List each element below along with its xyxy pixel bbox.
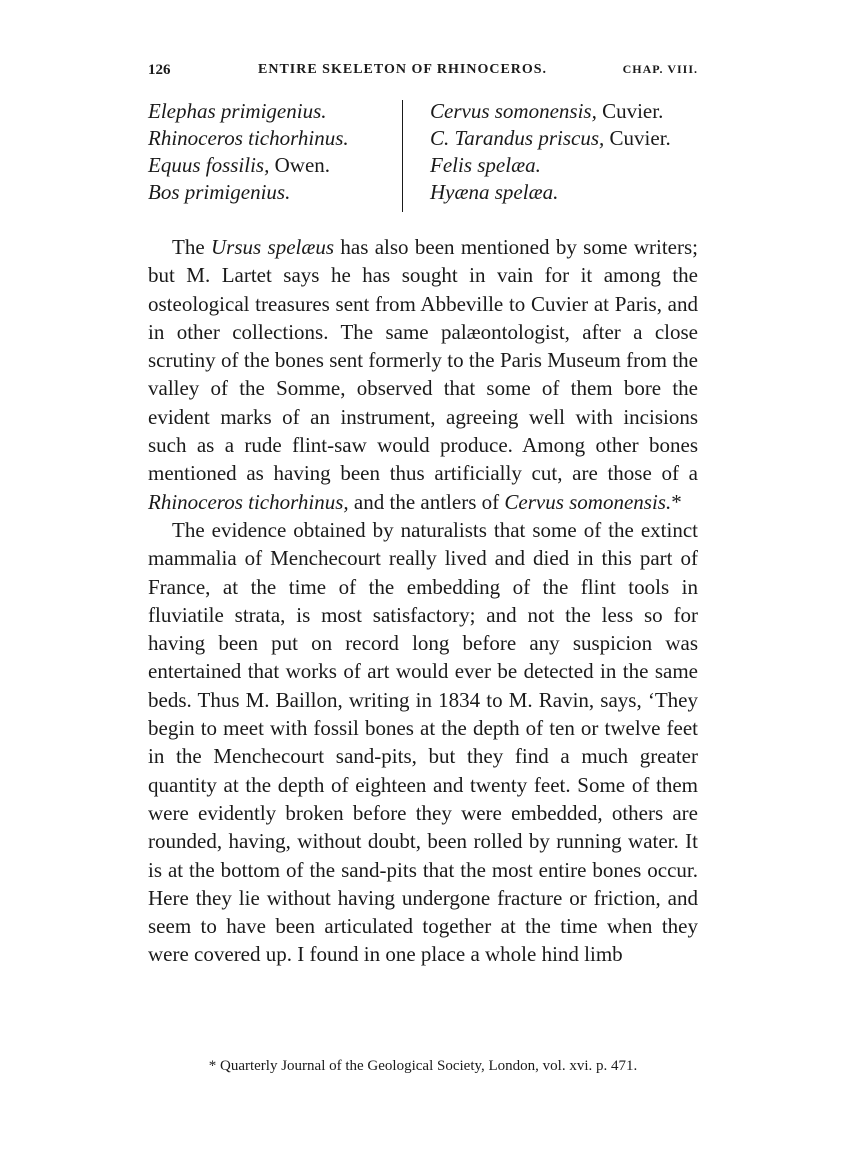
- species-entry: [148, 152, 398, 179]
- species-column-right: [430, 98, 700, 206]
- species-name: Equus fossilis,: [148, 153, 270, 177]
- species-name: Cervus somonensis,: [430, 99, 597, 123]
- species-entry: [148, 179, 398, 206]
- species-entry: [430, 125, 700, 152]
- species-name: C. Tarandus priscus,: [430, 126, 605, 150]
- text-run: has also been mentioned by some writers; but M. Lartet says he has sought in vain for it among the osteological treasures sent from Abbeville to Cuvier at Paris, and in other collections. The same palæontologist, after a close scrutiny of the bones sent formerly to the Paris Museum from the valley of the Somme, observed that some of them bore the evident marks of an instrument, agreeing well with incisions such as a rude flint-saw would produce. Among other bones mentioned as having been thus artificially cut, are those of a: [148, 235, 698, 486]
- column-divider: [402, 100, 403, 212]
- species-name: Hyæna spelæa.: [430, 180, 559, 204]
- body-text: [148, 233, 698, 969]
- species-author: Owen.: [269, 153, 331, 177]
- species-author: Cuvier.: [596, 99, 664, 123]
- species-entry: [430, 179, 700, 206]
- species-name: Felis spelæa.: [430, 153, 541, 177]
- species-name: Bos primigenius.: [148, 180, 291, 204]
- text-run: and the antlers of: [348, 489, 505, 514]
- page-number: 126: [148, 62, 171, 78]
- species-column-left: [148, 98, 398, 206]
- footnote: * Quarterly Journal of the Geological Society, London, vol. xvi. p. 471.: [208, 1058, 638, 1074]
- species-author: Cuvier.: [604, 126, 671, 150]
- species-entry: [430, 98, 700, 125]
- text-run: The: [172, 235, 211, 259]
- species-entry: [148, 98, 398, 125]
- chapter-label: CHAP. VIII.: [622, 62, 698, 76]
- footnote-marker: *: [671, 489, 682, 514]
- paragraph: The evidence obtained by naturalists that some of the extinct mammalia of Menchecourt really lived and died in this part of France, at the time of the embedding of the flint tools in fluviatile strata, is most satisfactory; and not the less so for having been put on record long before any suspicion was entertained that works of art would ever be detected in the same beds. Thus M. Baillon, writing in 1834 to M. Ravin, says, ‘They begin to meet with fossil bones at the depth of ten or twelve feet in the Menchecourt sand-pits, but they find a much greater quantity at the depth of eighteen and twenty feet. Some of them were evidently broken before they were embedded, others are rounded, having, without doubt, been rolled by running water. It is at the bottom of the sand-pits that the most entire bones occur. Here they lie without having undergone fracture or friction, and seem to have been articulated together at the time when they were covered up. I found in one place a whole hind limb: [148, 517, 698, 967]
- species-entry: [430, 152, 700, 179]
- species-name: Ursus spelæus: [211, 235, 335, 259]
- species-name: Rhinoceros tichorhinus.: [148, 126, 349, 150]
- running-title: ENTIRE SKELETON OF RHINOCEROS.: [258, 62, 548, 77]
- species-entry: [148, 125, 398, 152]
- paragraph: [148, 233, 698, 516]
- running-header: [148, 62, 698, 84]
- species-name: Elephas primigenius.: [148, 99, 327, 123]
- species-name: Cervus somonensis.: [504, 489, 672, 514]
- species-name: Rhinoceros tichorhinus,: [148, 489, 349, 514]
- species-list: [148, 98, 698, 218]
